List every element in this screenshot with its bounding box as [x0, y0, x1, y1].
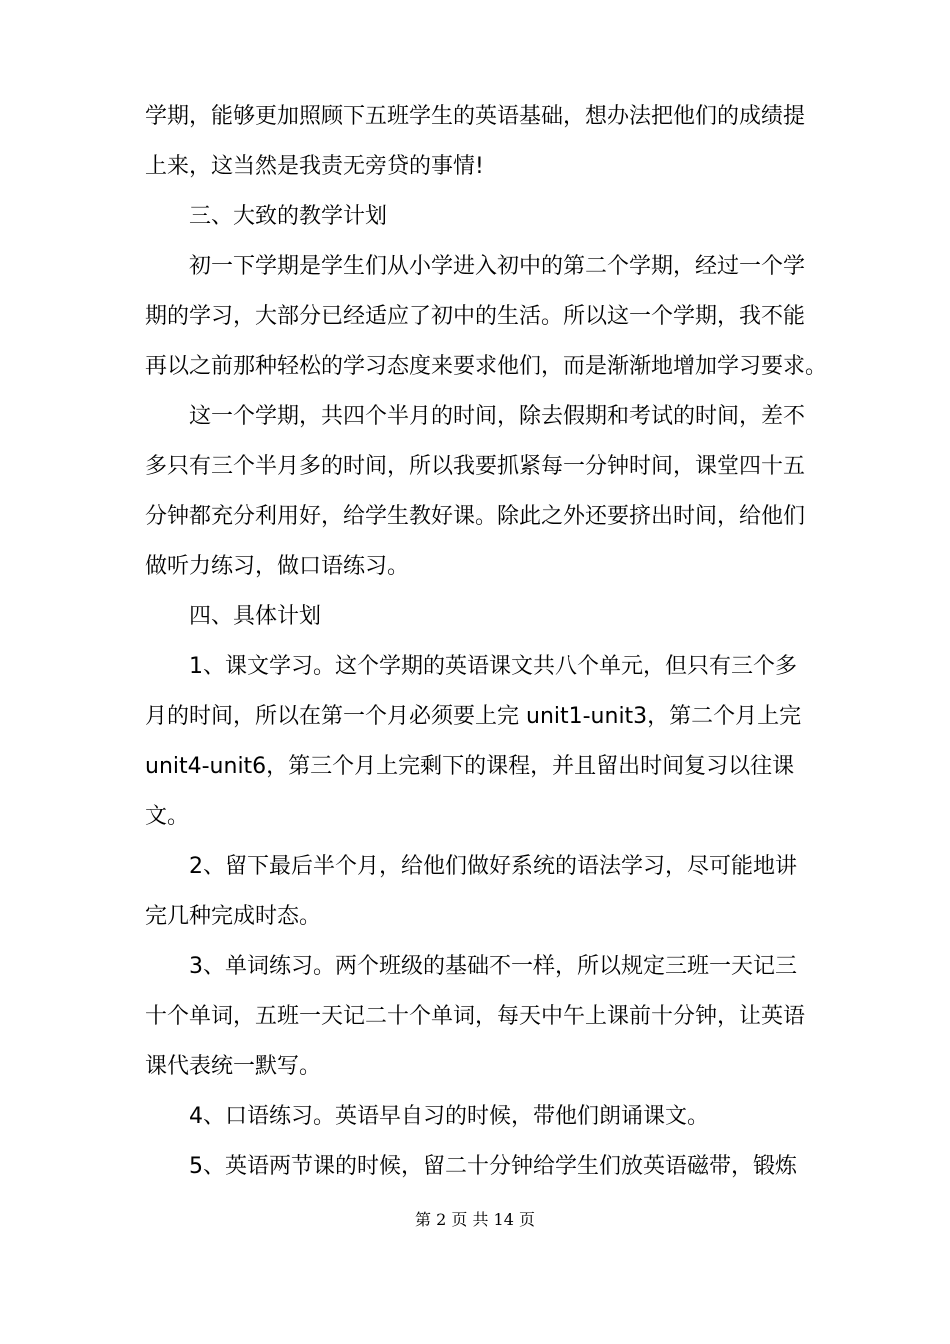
- text-line-8: 多只有三个半月多的时间，所以我要抓紧每一分钟时间，课堂四十五: [145, 454, 806, 479]
- text-line-9: 分钟都充分利用好，给学生教好课。除此之外还要挤出时间，给他们: [145, 504, 806, 529]
- text-line-16: 2、留下最后半个月，给他们做好系统的语法学习，尽可能地讲: [189, 854, 797, 879]
- text-line-4: 初一下学期是学生们从小学进入初中的第二个学期，经过一个学: [189, 254, 806, 279]
- section-heading-4: 四、具体计划: [189, 604, 322, 629]
- text-line-17: 完几种完成时态。: [145, 904, 322, 929]
- text-line-13: 月的时间，所以在第一个月必须要上完 unit1-unit3，第二个月上完: [145, 704, 802, 729]
- text-line-15: 文。: [145, 804, 190, 829]
- text-line-2: 上来，这当然是我责无旁贷的事情!: [145, 154, 484, 179]
- text-line-21: 4、口语练习。英语早自习的时候，带他们朗诵课文。: [189, 1104, 709, 1129]
- section-heading-3: 三、大致的教学计划: [189, 204, 388, 229]
- text-line-7: 这一个学期，共四个半月的时间，除去假期和考试的时间，差不: [189, 404, 806, 429]
- text-line-19: 十个单词，五班一天记二十个单词，每天中午上课前十分钟，让英语: [145, 1004, 806, 1029]
- page-footer: 第 2 页 共 14 页: [415, 1210, 535, 1229]
- text-line-10: 做听力练习，做口语练习。: [145, 554, 410, 579]
- text-line-1: 学期，能够更加照顾下五班学生的英语基础，想办法把他们的成绩提: [145, 104, 806, 129]
- text-line-12: 1、课文学习。这个学期的英语课文共八个单元，但只有三个多: [189, 654, 797, 679]
- text-line-18: 3、单词练习。两个班级的基础不一样，所以规定三班一天记三: [189, 954, 797, 979]
- text-line-14: unit4-unit6，第三个月上完剩下的课程，并且留出时间复习以往课: [145, 754, 795, 779]
- text-line-22: 5、英语两节课的时候，留二十分钟给学生们放英语磁带，锻炼: [189, 1154, 797, 1179]
- text-line-6: 再以之前那种轻松的学习态度来要求他们，而是渐渐地增加学习要求。: [145, 354, 828, 379]
- text-line-20: 课代表统一默写。: [145, 1054, 322, 1079]
- text-line-5: 期的学习，大部分已经适应了初中的生活。所以这一个学期，我不能: [145, 304, 806, 329]
